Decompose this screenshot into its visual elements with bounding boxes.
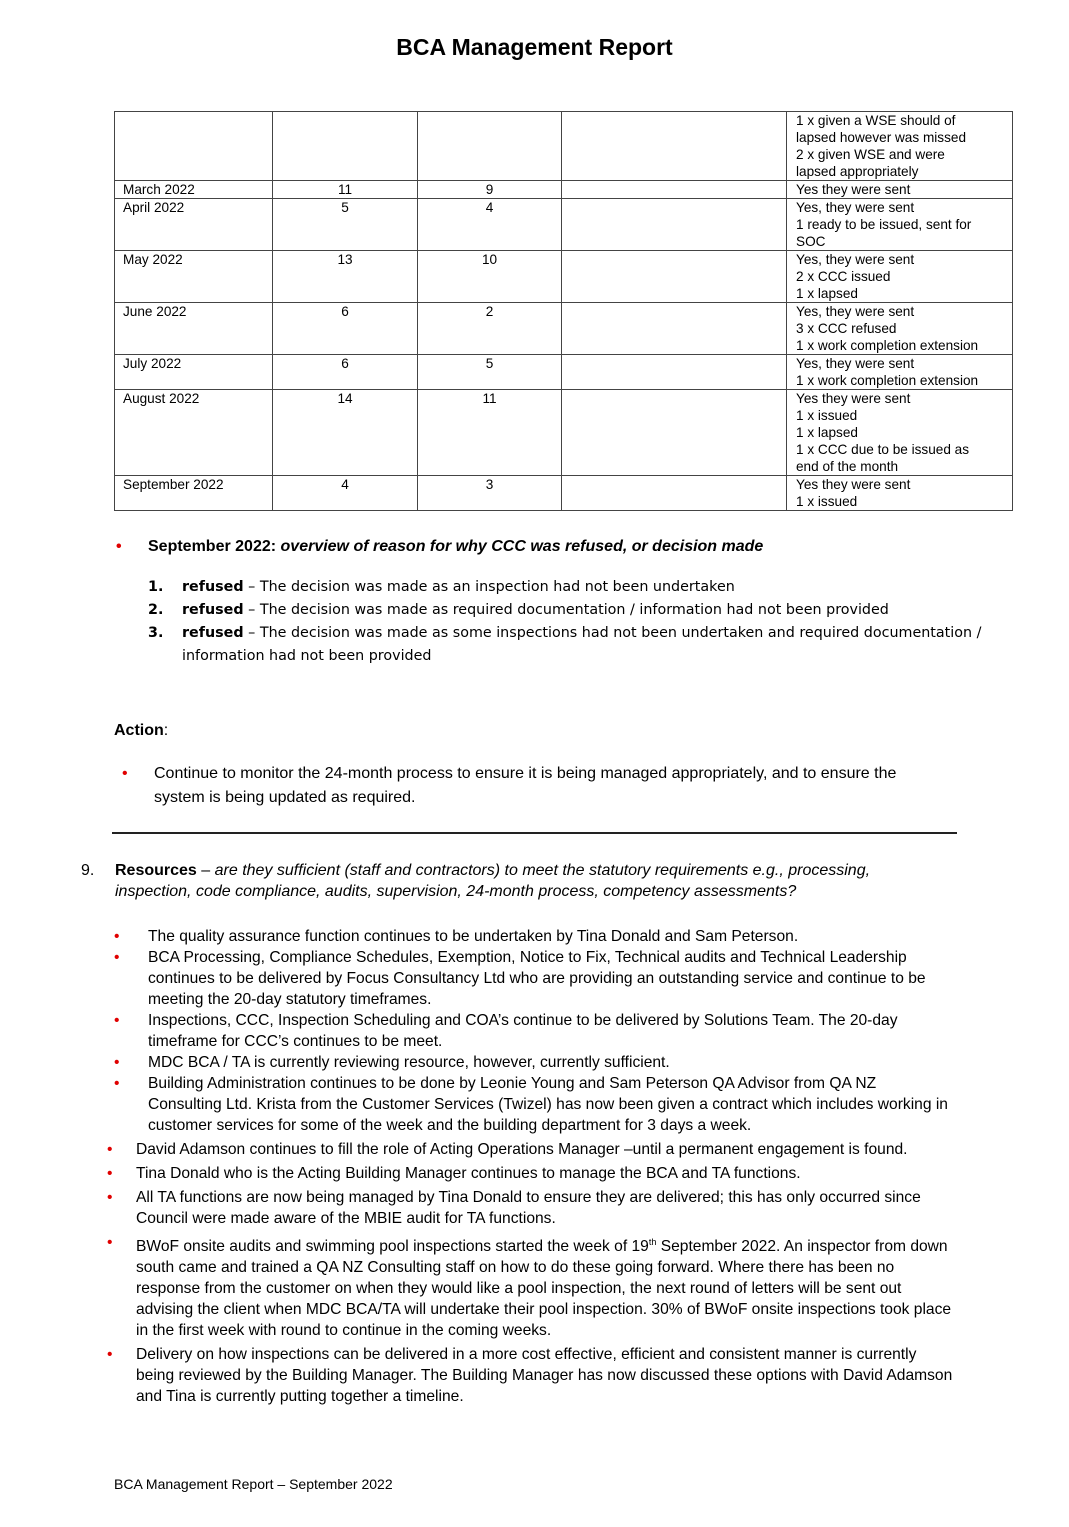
- notes-cell: [787, 181, 1013, 199]
- note-line: Yes, they were sent: [796, 252, 915, 267]
- resources-heading: [81, 860, 941, 902]
- bullet-icon: •: [122, 765, 128, 782]
- resource-text: Building Administration continues to be done by Leonie Young and Sam Peterson QA Advisor from QA NZ Consulting Ltd. Krista from the Customer Services (Twizel) has now been given a contract which includes working in customer services for some of the week and the building department for 3 days a week.: [148, 1075, 948, 1134]
- note-line: lapsed however was missed: [796, 130, 967, 145]
- overview-heading: [114, 538, 1014, 556]
- resource-text: The quality assurance function continues to be undertaken by Tina Donald and Sam Peterson.: [148, 928, 799, 945]
- note-line: lapsed appropriately: [796, 164, 919, 179]
- notes-cell: [787, 390, 1013, 476]
- count-cell: [273, 112, 418, 181]
- list-item: [108, 1344, 954, 1407]
- refused-label: refused: [182, 602, 244, 618]
- month-cell: May 2022: [115, 251, 273, 303]
- item-number: 3.: [148, 625, 164, 641]
- notes-cell: [787, 251, 1013, 303]
- resources-title: Resources: [115, 862, 197, 879]
- reason-text: – The decision was made as an inspection had not been undertaken: [243, 579, 735, 595]
- month-cell: September 2022: [115, 476, 273, 511]
- overview-section: [114, 538, 1014, 668]
- count-cell: 13: [273, 251, 418, 303]
- list-item: [108, 1163, 954, 1184]
- bullet-icon: •: [107, 1189, 113, 1206]
- resource-text: MDC BCA / TA is currently reviewing resource, however, currently sufficient.: [148, 1054, 670, 1071]
- reason-text: – The decision was made as required documentation / information had not been provided: [243, 602, 889, 618]
- action-item: [114, 762, 934, 810]
- count-cell: 9: [418, 181, 562, 199]
- count-cell: 14: [273, 390, 418, 476]
- bullet-icon: •: [107, 1141, 113, 1158]
- action-item-text: Continue to monitor the 24-month process to ensure it is being managed appropriately, and to ensure the system is being updated as required.: [154, 765, 897, 806]
- note-line: 1 x issued: [796, 408, 858, 423]
- bullet-icon: •: [107, 1234, 113, 1251]
- note-line: 1 x lapsed: [796, 425, 858, 440]
- resource-text: David Adamson continues to fill the role of Acting Operations Manager –until a permanent engagement is found.: [136, 1141, 908, 1158]
- count-cell: 10: [418, 251, 562, 303]
- page-title: BCA Management Report: [396, 34, 673, 60]
- bullet-icon: •: [114, 1012, 120, 1029]
- count-cell: 2: [418, 303, 562, 355]
- count-cell: 5: [418, 355, 562, 390]
- refusal-reasons-list: [148, 576, 1014, 668]
- refused-label: refused: [182, 579, 244, 595]
- count-cell: 11: [273, 181, 418, 199]
- superscript: th: [648, 1237, 657, 1247]
- bullet-icon: •: [114, 1075, 120, 1092]
- item-number: 1.: [148, 579, 164, 595]
- count-cell: 6: [273, 303, 418, 355]
- bullet-icon: •: [116, 538, 122, 555]
- empty-cell: [562, 199, 787, 251]
- bullet-icon: •: [107, 1346, 113, 1364]
- list-item: [114, 926, 954, 947]
- notes-cell: [787, 112, 1013, 181]
- table-row: [115, 181, 1013, 199]
- table-row: [115, 476, 1013, 511]
- resource-text: Inspections, CCC, Inspection Scheduling and COA’s continue to be delivered by Solutions Team. The 20-day timeframe for CCC’s continues to be meet.: [148, 1012, 898, 1050]
- notes-cell: [787, 199, 1013, 251]
- count-cell: 6: [273, 355, 418, 390]
- note-line: Yes they were sent: [796, 477, 911, 492]
- note-line: 3 x CCC refused: [796, 321, 897, 336]
- resources-list: [107, 926, 954, 1407]
- bullet-icon: •: [114, 949, 120, 966]
- list-item: [148, 576, 1014, 599]
- table-row: [115, 390, 1013, 476]
- month-cell: March 2022: [115, 181, 273, 199]
- resources-dash: –: [196, 862, 215, 879]
- note-line: end of the month: [796, 459, 899, 474]
- empty-cell: [562, 181, 787, 199]
- resource-text: September 2022. An inspector from down south came and trained a QA NZ Consulting staff on how to do these going forward. Where there has been no response from the customer on when they would like a pool inspection, the next round of letters will be sent out advising the client when MDC BCA/TA will undertake their pool inspection. 30% of BWoF onsite inspections took place in the first week with round to continue in the coming weeks.: [136, 1238, 952, 1340]
- resource-text: BWoF onsite audits and swimming pool inspections started the week of 19: [136, 1238, 649, 1256]
- empty-cell: [562, 390, 787, 476]
- reason-text: – The decision was made as some inspections had not been undertaken and required documentation / information had not been provided: [182, 625, 982, 664]
- overview-lead: September 2022:: [148, 538, 277, 555]
- note-line: Yes they were sent: [796, 182, 911, 197]
- page-footer: BCA Management Report – September 2022: [114, 1476, 393, 1492]
- note-line: 2 x CCC issued: [796, 269, 891, 284]
- note-line: 1 ready to be issued, sent for: [796, 217, 972, 232]
- list-item: [108, 1187, 954, 1229]
- month-cell: June 2022: [115, 303, 273, 355]
- list-item: [108, 1232, 954, 1341]
- note-line: Yes they were sent: [796, 391, 911, 406]
- empty-cell: [562, 355, 787, 390]
- count-cell: [418, 112, 562, 181]
- notes-cell: [787, 303, 1013, 355]
- table-row: [115, 303, 1013, 355]
- count-cell: 11: [418, 390, 562, 476]
- list-item: [114, 947, 954, 1010]
- note-line: Yes, they were sent: [796, 304, 915, 319]
- ccc-summary-table: [114, 111, 1013, 511]
- section-number: 9.: [81, 862, 95, 879]
- resource-text: BCA Processing, Compliance Schedules, Exemption, Notice to Fix, Technical audits and Technical Leadership continues to be delivered by Focus Consultancy Ltd who are providing an outstanding service and continue to be meeting the 20-day statutory timeframes.: [148, 949, 926, 1008]
- note-line: 1 x CCC due to be issued as: [796, 442, 970, 457]
- note-line: 1 x given a WSE should of: [796, 113, 956, 128]
- list-item: [114, 1010, 954, 1052]
- action-colon: :: [163, 722, 169, 739]
- count-cell: 3: [418, 476, 562, 511]
- table-row: [115, 112, 1013, 181]
- note-line: Yes, they were sent: [796, 200, 915, 215]
- note-line: 1 x issued: [796, 494, 858, 509]
- action-label: Action: [114, 722, 164, 739]
- notes-cell: [787, 476, 1013, 511]
- empty-cell: [562, 112, 787, 181]
- bullet-icon: •: [114, 928, 120, 945]
- month-cell: July 2022: [115, 355, 273, 390]
- resource-text: Delivery on how inspections can be delivered in a more cost effective, efficient and consistent manner is currently being reviewed by the Building Manager. The Building Manager has now discussed these options with David Adamson and Tina is currently putting together a timeline.: [136, 1346, 953, 1406]
- bullet-icon: •: [114, 1054, 120, 1071]
- table-row: [115, 199, 1013, 251]
- resource-text: All TA functions are now being managed by Tina Donald to ensure they are delivered; this has only occurred since Council were made aware of the MBIE audit for TA functions.: [136, 1189, 921, 1227]
- resource-text: Tina Donald who is the Acting Building Manager continues to manage the BCA and TA functions.: [136, 1165, 801, 1182]
- list-item: [148, 599, 1014, 622]
- item-number: 2.: [148, 602, 164, 618]
- note-line: Yes, they were sent: [796, 356, 915, 371]
- table-row: [115, 355, 1013, 390]
- overview-subtitle: overview of reason for why CCC was refused, or decision made: [280, 538, 764, 555]
- list-item: [114, 1052, 954, 1073]
- month-cell: April 2022: [115, 199, 273, 251]
- count-cell: 5: [273, 199, 418, 251]
- empty-cell: [562, 303, 787, 355]
- count-cell: 4: [273, 476, 418, 511]
- action-heading: [114, 722, 168, 740]
- list-item: [148, 622, 1014, 668]
- empty-cell: [562, 476, 787, 511]
- list-item: [114, 1073, 954, 1136]
- month-cell: August 2022: [115, 390, 273, 476]
- note-line: 1 x work completion extension: [796, 373, 979, 388]
- section-divider: [112, 832, 957, 834]
- resources-question: are they sufficient (staff and contractors) to meet the statutory requirements e.g., processing, inspection, code compliance, audits, supervision, 24-month process, competency assessments?: [115, 862, 871, 900]
- empty-cell: [562, 251, 787, 303]
- note-line: SOC: [796, 234, 826, 249]
- table-row: [115, 251, 1013, 303]
- list-item: [108, 1139, 954, 1160]
- note-line: 1 x lapsed: [796, 286, 858, 301]
- count-cell: 4: [418, 199, 562, 251]
- notes-cell: [787, 355, 1013, 390]
- month-cell: [115, 112, 273, 181]
- bullet-icon: •: [107, 1165, 113, 1182]
- note-line: 2 x given WSE and were: [796, 147, 945, 162]
- refused-label: refused: [182, 625, 244, 641]
- note-line: 1 x work completion extension: [796, 338, 979, 353]
